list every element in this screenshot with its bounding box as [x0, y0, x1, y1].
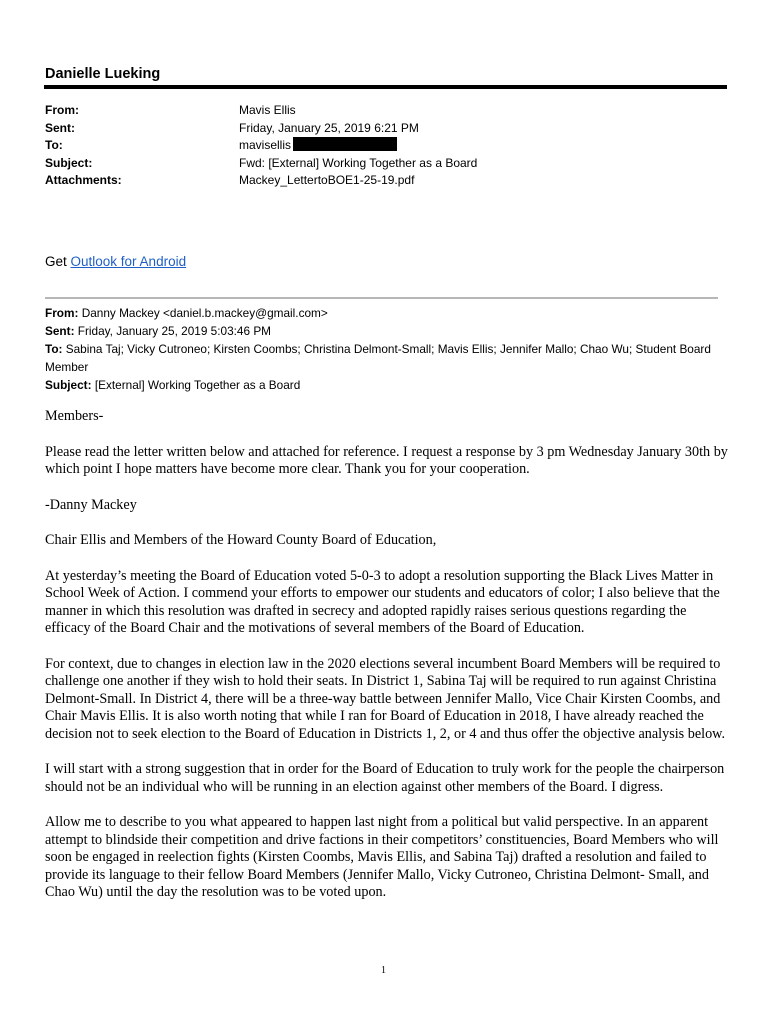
forwarded-sent [45, 322, 725, 340]
body-paragraph-salutation: Chair Ellis and Members of the Howard County Board of Education, [45, 532, 437, 548]
header-row-to [45, 137, 477, 155]
from-label: From: [45, 103, 79, 117]
body-paragraph-request: Please read the letter written below and attached for reference. I request a response by 3 pm Wednesday January 30th by which point I hope matters have become more clear. Thank you for your cooperation. [45, 443, 728, 477]
body-paragraph-greeting: Members- [45, 408, 104, 424]
sent-value: Friday, January 25, 2019 6:21 PM [239, 120, 419, 135]
header-row-from [45, 102, 477, 120]
page-number: 1 [381, 965, 386, 976]
subject-label: Subject: [45, 155, 93, 170]
to-value: mavisellis [239, 138, 292, 152]
header-divider [44, 85, 727, 89]
sent-label: Sent: [45, 120, 75, 135]
attachments-label: Attachments: [45, 173, 122, 187]
mobile-signature [45, 254, 186, 269]
redaction-box [293, 137, 397, 151]
email-body [45, 408, 730, 920]
forwarded-subject [45, 376, 725, 394]
outlook-android-link[interactable]: Outlook for Android [70, 254, 187, 269]
forwarded-subject-label: Subject: [45, 378, 92, 392]
signature-prefix: Get [45, 254, 71, 269]
to-label: To: [45, 138, 63, 152]
forwarded-to-value: Sabina Taj; Vicky Cutroneo; Kirsten Coombs; Christina Delmont-Small; Mavis Ellis; Jennifer Mallo; Chao Wu; Student Board Member [45, 342, 711, 374]
printer-name: Danielle Lueking [45, 66, 161, 82]
body-paragraph-signoff: -Danny Mackey [45, 496, 137, 513]
header-row-attachments [45, 172, 477, 190]
forwarded-from-value: Danny Mackey <daniel.b.mackey@gmail.com> [78, 306, 328, 320]
body-paragraph-suggestion: I will start with a strong suggestion that in order for the Board of Education to truly work for the people the chairperson should not be an individual who will be running in an election against other members of the Board. I digress. [45, 761, 725, 795]
forwarded-to [45, 340, 725, 376]
body-paragraph-meeting: At yesterday’s meeting the Board of Education voted 5-0-3 to adopt a resolution supporting the Black Lives Matter in School Week of Action. I commend your efforts to empower our students and educators of color; I also believe that the manner in which this resolution was drafted in secrecy and adopted rapidly raises serious questions regarding the efficacy of the Board Chair and the motivations of several members of the Board of Education. [45, 567, 720, 636]
from-value: Mavis Ellis [239, 103, 296, 117]
body-paragraph-description: Allow me to describe to you what appeared to happen last night from a political but valid perspective. In an apparent attempt to blindside their competition and drive factions in their competitors’ constituencies, Board Members who will soon be engaged in reelection fights (Kirsten Coombs, Mavis Ellis, and Sabina Taj) drafted a resolution and failed to provide its language to their fellow Board Members (Jennifer Mallo, Vicky Cutroneo, Christina Delmont- Small, and Chao Wu) until the day the resolution was to be voted upon. [45, 814, 719, 900]
forwarded-header [45, 304, 725, 394]
forwarded-from-label: From: [45, 306, 79, 320]
forwarded-from [45, 304, 725, 322]
email-header [45, 102, 477, 190]
header-row-sent [45, 120, 477, 138]
attachment-filename[interactable]: Mackey_LettertoBOE1-25-19.pdf [239, 173, 415, 187]
forwarded-subject-value: [External] Working Together as a Board [91, 378, 301, 392]
forward-divider [45, 297, 718, 299]
forwarded-sent-value: Friday, January 25, 2019 5:03:46 PM [74, 324, 272, 338]
subject-value: Fwd: [External] Working Together as a Board [239, 155, 478, 170]
header-row-subject [45, 155, 477, 173]
forwarded-sent-label: Sent: [45, 324, 75, 338]
forwarded-to-label: To: [45, 342, 63, 356]
body-paragraph-context: For context, due to changes in election law in the 2020 elections several incumbent Board Members will be required to challenge one another if they wish to hold their seats. In District 1, Sabina Taj will be required to run against Christina Delmont-Small. In District 4, there will be a three-way battle between Jennifer Mallo, Vice Chair Kirsten Coombs, and Chair Mavis Ellis. It is also worth noting that while I ran for Board of Education in 2018, I have already reached the decision not to seek election to the Board of Education in Districts 1, 2, or 4 and thus offer the objective analysis below. [45, 655, 726, 742]
to-value-wrap [239, 137, 397, 155]
